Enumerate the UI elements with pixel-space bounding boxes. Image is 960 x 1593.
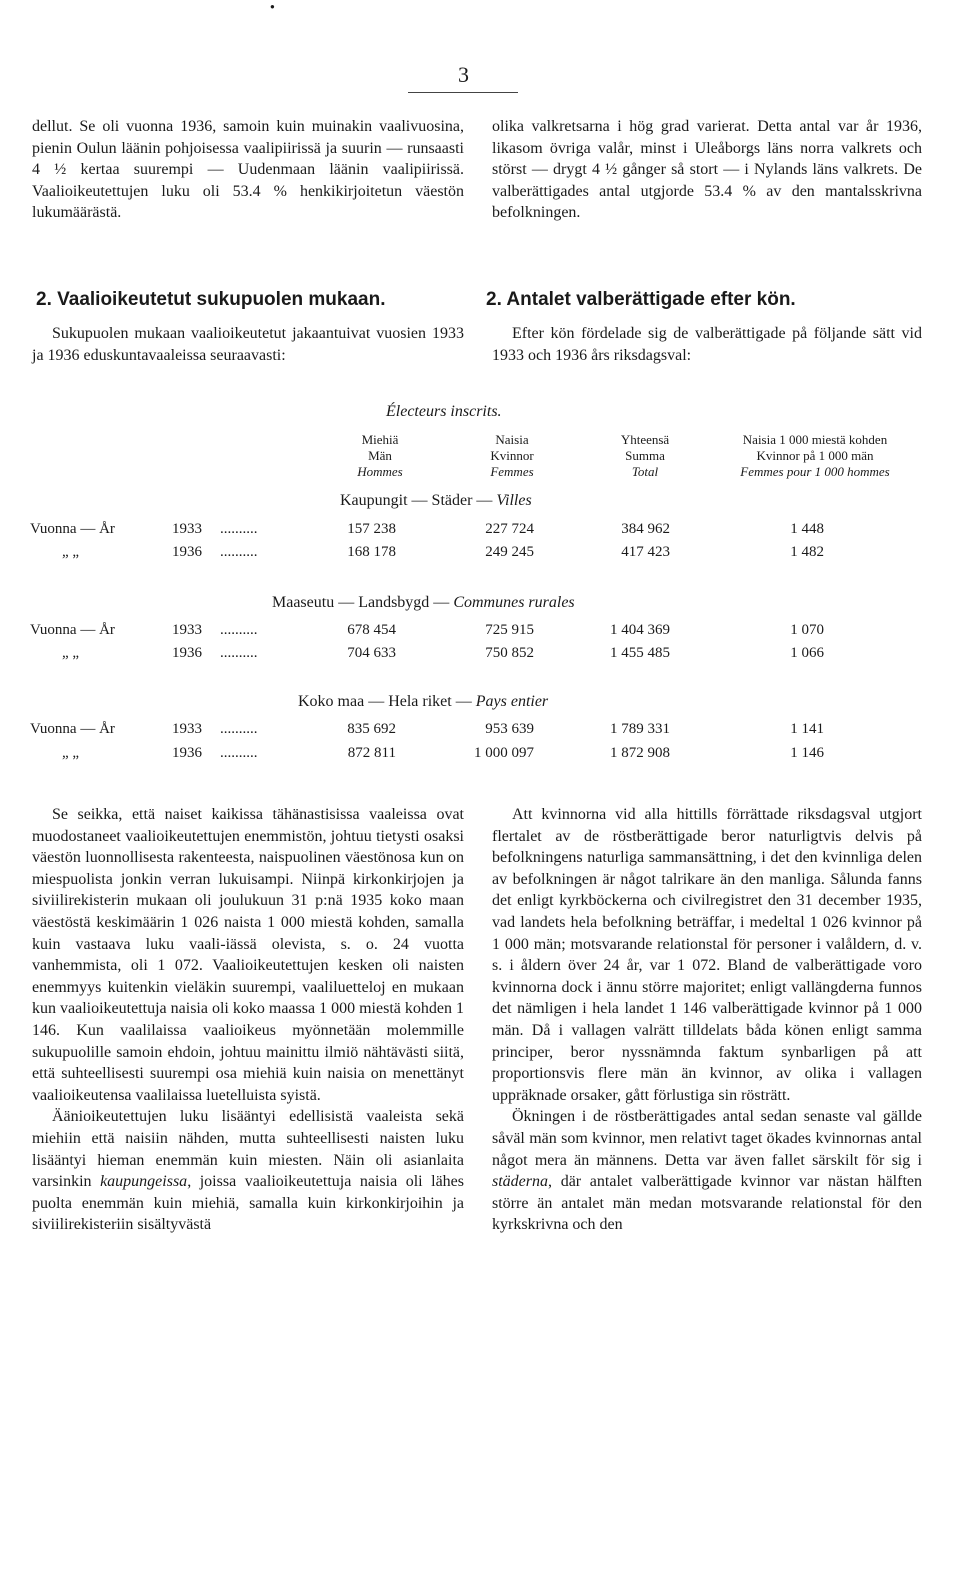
header-fi: Naisia 1 000 miestä kohden	[742, 432, 888, 447]
col-header-ratio	[710, 432, 920, 480]
row-year: 1933	[172, 721, 202, 737]
cell-women: 750 852	[485, 645, 534, 661]
section-title	[272, 594, 575, 612]
cell-total: 1 789 331	[610, 721, 670, 737]
col-header-men	[330, 432, 430, 480]
cell-ratio: 1 070	[790, 622, 824, 638]
header-sv: Kvinnor på 1 000 män	[756, 448, 874, 463]
heading-fi: 2. Vaalioikeutetut sukupuolen mukaan.	[36, 289, 386, 310]
cell-women: 249 245	[485, 544, 534, 560]
italic-word: städerna	[492, 1173, 548, 1191]
heading-sv: 2. Antalet valberättigade efter kön.	[486, 289, 796, 310]
header-sv: Kvinnor	[490, 448, 534, 463]
ink-dot: ●	[270, 2, 275, 11]
intro-fi: Sukupuolen mukaan vaalioikeutetut jakaantuivat vuosien 1933 ja 1936 eduskuntavaaleissa seuraavasti:	[32, 325, 464, 364]
header-fr: Femmes pour 1 000 hommes	[740, 464, 890, 479]
text-run: , joissa vaalioikeutettuja naisia oli lähes puolta enemmän kuin miehiä, samalla kuin kirkonkirjoihin ja siviilirekisteriin sisältyvästä	[32, 1173, 464, 1234]
section-title-fr: Villes	[496, 492, 532, 509]
cell-ratio: 1 141	[790, 721, 824, 737]
header-fr: Hommes	[357, 464, 403, 479]
cell-ratio: 1 448	[790, 521, 824, 537]
header-rule	[408, 92, 518, 93]
italic-word: kaupungeissa	[100, 1173, 188, 1191]
col-header-women	[462, 432, 562, 480]
cell-women: 1 000 097	[474, 745, 534, 761]
row-label: Vuonna — År	[30, 521, 115, 537]
cell-women: 227 724	[485, 521, 534, 537]
row-dots: ..........	[220, 721, 258, 737]
section-title	[340, 492, 532, 510]
row-year: 1936	[172, 745, 202, 761]
section-title-text: Kaupungit — Städer —	[340, 492, 497, 509]
cell-ratio: 1 482	[790, 544, 824, 560]
cell-men: 835 692	[347, 721, 396, 737]
section-title-fr: Communes rurales	[453, 594, 575, 611]
header-fr: Total	[631, 464, 659, 479]
header-fi: Yhteensä	[620, 432, 670, 447]
page-number: 3	[458, 62, 469, 87]
top-left-paragraph	[32, 116, 464, 224]
text-run: Ökningen i de röstberättigades antal sedan senaste val gällde såväl män som kvinnor, men relativt taget ökades kvinnornas antal något mera än männens. Detta var även fallet särskilt för sig i	[492, 1108, 922, 1169]
header-fr: Femmes	[490, 464, 534, 479]
cell-ratio: 1 146	[790, 745, 824, 761]
paragraph	[492, 1106, 922, 1236]
header-sv: Summa	[625, 448, 665, 463]
row-label: „ „	[62, 645, 80, 661]
cell-men: 168 178	[347, 544, 396, 560]
cell-ratio: 1 066	[790, 645, 824, 661]
header-fi: Naisia	[495, 432, 529, 447]
cell-total: 1 455 485	[610, 645, 670, 661]
cell-men: 704 633	[347, 645, 396, 661]
body-fi	[32, 804, 464, 1236]
text-run: , där antalet valberättigade kvinnor var nästan hälften större än antalet män medan motsvarande relationstal för den kyrkskrivna och den	[492, 1173, 922, 1234]
header-fi: Miehiä	[361, 432, 399, 447]
cell-men: 157 238	[347, 521, 396, 537]
paragraph: Att kvinnorna vid alla hittills förrättade riksdagsval utgjort flertalet av de röstberättigade beror naturligtvis delvis på befolkningens naturliga sammansättning, i det den kvinnliga delen av befolkningen är något talrikare än den manliga. Sålunda fanns det enligt kyrkböckerna och civilregistret den 31 december 1935, vad landets hela befolkning beträffar, i medeltal 1 026 kvinnor på 1 000 män; motsvarande relationstal för personer i valåldern, d. v. s. i åldern över 24 år, var 1 072. Bland de valberättigade voro kvinnorna dock i ännu större majoritet; enligt vallängderna funnos det nämligen i hela landet 1 146 valberättigade kvinnor på 1 000 män. Då i vallagen valrätt tilldelats båda könen enligt samma principer, beror nyssnämnda faktum synbarligen på att proportionsvis flere män än kvinnor, av olika i vallagen uppräknade orsaker, gått förlustiga sin rösträtt.	[492, 806, 922, 1104]
top-right-paragraph	[492, 116, 922, 224]
row-label: „ „	[62, 544, 80, 560]
top-left-text: dellut. Se oli vuonna 1936, samoin kuin muinakin vaalivuosina, pienin Oulun läänin pohjoisessa vaalipiirissä ja suurin — runsaasti 4 ½ kertaa suurempi — Uudenmaan läänin vaalipiirissä. Vaalioikeutettujen luku oli 53.4 % henkikirjoitetun väestön lukumäärästä.	[32, 118, 464, 222]
header-sv: Män	[368, 448, 392, 463]
section-title-text: Maaseutu — Landsbygd —	[272, 594, 454, 611]
cell-total: 417 423	[621, 544, 670, 560]
row-dots: ..........	[220, 544, 258, 560]
row-dots: ..........	[220, 622, 258, 638]
cell-total: 384 962	[621, 521, 670, 537]
row-label: „ „	[62, 745, 80, 761]
cell-women: 725 915	[485, 622, 534, 638]
intro-sv: Efter kön fördelade sig de valberättigade på följande sätt vid 1933 och 1936 års riksdagsval:	[492, 325, 922, 364]
row-label: Vuonna — År	[30, 622, 115, 638]
section-title-text: Koko maa — Hela riket —	[298, 693, 476, 710]
row-year: 1936	[172, 645, 202, 661]
row-year: 1933	[172, 622, 202, 638]
section-title	[298, 693, 548, 711]
cell-total: 1 872 908	[610, 745, 670, 761]
col-header-total	[595, 432, 695, 480]
cell-women: 953 639	[485, 721, 534, 737]
section-title-fr: Pays entier	[475, 693, 549, 710]
row-year: 1933	[172, 521, 202, 537]
row-year: 1936	[172, 544, 202, 560]
body-sv	[492, 804, 922, 1236]
cell-men: 872 811	[347, 745, 396, 761]
row-dots: ..........	[220, 521, 258, 537]
row-label: Vuonna — År	[30, 721, 115, 737]
text-run: Äänioikeutettujen luku lisääntyi edellisistä vaaleista sekä miehiin että naisiin nähden, mutta suhteellisesti naisten luku lisääntyi hieman enemmän kuin miesten. Näin oli asianlaita varsinkin	[32, 1108, 464, 1191]
paragraph	[32, 1106, 464, 1236]
table-caption: Électeurs inscrits.	[386, 403, 502, 420]
cell-men: 678 454	[347, 622, 396, 638]
row-dots: ..........	[220, 645, 258, 661]
top-right-text: olika valkretsarna i hög grad varierat. Detta antal var år 1936, likasom övriga valår, minst i Uleåborgs läns norra valkrets och störst — drygt 4 ½ gånger så stort — i Nylands läns valkrets. De valberättigades antal utgjorde 53.4 % av den mantalsskrivna befolkningen.	[492, 118, 922, 222]
cell-total: 1 404 369	[610, 622, 670, 638]
paragraph: Se seikka, että naiset kaikissa tähänastisissa vaaleissa ovat muodostaneet vaalioikeutettujen enemmistön, johtuu tietysti osaksi väestön luonnollisesta rakenteesta, naispuolinen väestönosa kun on miespuolista jonkin verran lukuisampi. Niinpä kirkonkirjojen ja siviilirekisterin mukaan oli joulukuun 31 p:nä 1935 koko maan väestöstä keskimäärin 1 026 naista 1 000 miestä kohden, samalla kuin vastaava luku vaali-iässä olevista, s. o. 24 vuotta vanhemmista, oli 1 072. Vaalioikeutettujen kesken oli naisten enemmyys kuitenkin vieläkin suurempi, vaaliluetteloj en mukaan kun vaalioikeutettuja naisia oli koko maassa 1 000 miestä kohden 1 146. Kun vaalilaissa vaalioikeus myönnetään molemmille sukupuolille samoin ehdoin, johtuu mainittu ilmiö nähtävästi siitä, että suhteellisesti suurempi osa miehiä kuin naisia on menettänyt vaalioikeutensa vaalilaissa luetelluista syistä.	[32, 806, 464, 1104]
row-dots: ..........	[220, 745, 258, 761]
